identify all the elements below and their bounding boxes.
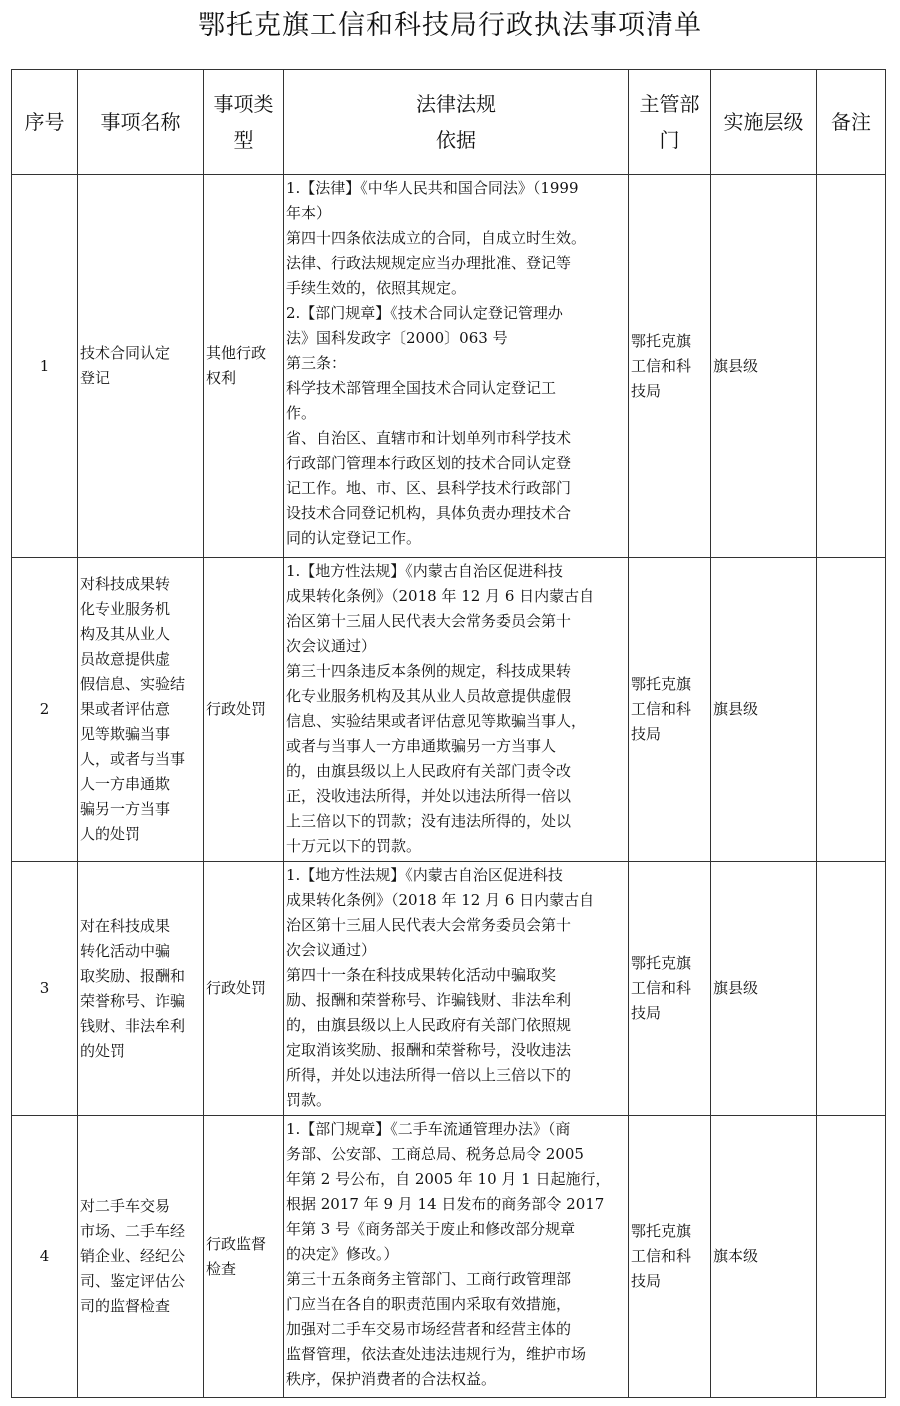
cell-note (817, 1116, 886, 1398)
table-row (12, 1116, 886, 1398)
header-type (204, 70, 284, 175)
cell-item-type (204, 558, 284, 862)
cell-item-name (78, 175, 204, 558)
cell-department (629, 1116, 711, 1398)
cell-legal-basis-line: 1.【部门规章】《二手车流通管理办法》（商 (286, 1120, 571, 1138)
table-row (12, 558, 886, 862)
header-note: 备注 (817, 70, 886, 175)
header-row (12, 70, 886, 175)
cell-legal-basis-line: 同的认定登记工作。 (286, 529, 422, 547)
cell-legal-basis-line: 门应当在各自的职责范围内采取有效措施， (286, 1295, 572, 1313)
cell-item-name-line: 化专业服务机 (80, 600, 171, 618)
cell-department-line: 工信和科 (631, 1247, 692, 1265)
cell-item-type-line: 行政监督 (206, 1234, 267, 1253)
cell-legal-basis-line: 1.【地方性法规】《内蒙古自治区促进科技 (286, 866, 563, 884)
header-dept-line-2: 门 (659, 128, 680, 152)
cell-legal-basis-line: 1.【法律】《中华人民共和国合同法》（1999 (286, 179, 579, 197)
table-row (12, 175, 886, 558)
cell-legal-basis-line: 年第 3 号《商务部关于废止和修改部分规章 (286, 1220, 576, 1238)
cell-legal-basis-line: 上三倍以下的罚款；没有违法所得的，处以 (286, 812, 572, 830)
cell-item-type-line: 检查 (206, 1259, 237, 1278)
cell-item-name-line: 司、鉴定评估公 (80, 1272, 186, 1290)
cell-item-type (204, 175, 284, 558)
cell-item-name-line: 钱财、非法牟利 (80, 1016, 186, 1035)
cell-legal-basis-line: 年本） (286, 204, 332, 222)
cell-item-name-line: 登记 (80, 369, 111, 387)
cell-department-line: 鄂托克旗 (631, 675, 692, 693)
header-law-line-1: 法律法规 (416, 92, 496, 116)
header-law-line-2: 依据 (436, 128, 476, 152)
cell-department-line: 工信和科 (631, 979, 692, 997)
cell-item-type-line: 权利 (206, 369, 237, 387)
cell-item-name-line: 的处罚 (80, 1041, 126, 1060)
cell-legal-basis-line: 行政部门管理本行政区划的技术合同认定登 (286, 454, 572, 472)
cell-department (629, 558, 711, 862)
cell-legal-basis-line: 年第 2 号公布，自 2005 年 10 月 1 日起施行， (286, 1170, 611, 1188)
cell-legal-basis-line: 所得，并处以违法所得一倍以上三倍以下的 (286, 1066, 572, 1084)
cell-department-line: 技局 (631, 1272, 662, 1290)
header-dept-line-1: 主管部 (639, 92, 700, 116)
cell-legal-basis-line: 记工作。地、市、区、县科学技术行政部门 (286, 479, 572, 497)
cell-department-line: 工信和科 (631, 356, 692, 375)
cell-legal-basis-line: 手续生效的，依照其规定。 (286, 279, 467, 297)
cell-legal-basis-line: 第三条： (286, 354, 347, 372)
cell-note (817, 862, 886, 1116)
cell-legal-basis-line: 定取消该奖励、报酬和荣誉称号，没收违法 (286, 1041, 572, 1059)
header-level: 实施层级 (711, 70, 817, 175)
cell-department-line: 鄂托克旗 (631, 1222, 692, 1240)
cell-level: 旗县级 (711, 862, 817, 1116)
cell-department-line: 工信和科 (631, 700, 692, 718)
cell-item-name-line: 人，或者与当事 (80, 750, 186, 768)
cell-item-name-line: 销企业、经纪公 (80, 1247, 186, 1265)
cell-legal-basis-line: 次会议通过） (286, 941, 377, 959)
cell-legal-basis-line: 十万元以下的罚款。 (286, 837, 422, 855)
cell-legal-basis-line: 第四十一条在科技成果转化活动中骗取奖 (286, 966, 557, 984)
cell-seq: 1 (12, 175, 78, 558)
cell-legal-basis (284, 1116, 629, 1398)
cell-item-name-line: 假信息、实验结 (80, 675, 186, 693)
cell-item-name-line: 见等欺骗当事 (80, 725, 171, 743)
cell-legal-basis-line: 的决定》修改。） (286, 1245, 399, 1263)
cell-item-name-line: 人的处罚 (80, 825, 141, 843)
cell-item-name-line: 技术合同认定 (80, 344, 171, 362)
header-type-line-2: 型 (233, 128, 254, 152)
cell-department-line: 技局 (631, 1004, 662, 1022)
cell-item-name-line: 司的监督检查 (80, 1297, 171, 1315)
cell-item-name-line: 对科技成果转 (80, 575, 171, 593)
cell-legal-basis-line: 或者与当事人一方串通欺骗另一方当事人 (286, 737, 557, 755)
cell-department-line: 鄂托克旗 (631, 954, 692, 972)
cell-item-type-line: 其他行政 (206, 344, 267, 362)
cell-legal-basis-line: 的，由旗县级以上人民政府有关部门责令改 (286, 762, 572, 780)
cell-item-name-line: 果或者评估意 (80, 700, 171, 718)
cell-item-name-line: 取奖励、报酬和 (80, 966, 186, 985)
table-row (12, 862, 886, 1116)
enforcement-items-table (11, 69, 886, 1398)
cell-legal-basis-line: 第四十四条依法成立的合同，自成立时生效。 (286, 229, 587, 247)
cell-legal-basis-line: 务部、公安部、工商总局、税务总局令 2005 (286, 1145, 584, 1163)
cell-department-line: 技局 (631, 725, 662, 743)
cell-legal-basis-line: 科学技术部管理全国技术合同认定登记工 (286, 379, 557, 397)
cell-legal-basis-line: 次会议通过） (286, 637, 377, 655)
cell-level: 旗县级 (711, 175, 817, 558)
cell-department (629, 175, 711, 558)
cell-note (817, 175, 886, 558)
header-name: 事项名称 (78, 70, 204, 175)
cell-legal-basis-line: 罚款。 (286, 1091, 332, 1109)
cell-legal-basis-line: 治区第十三届人民代表大会常务委员会第十 (286, 916, 572, 934)
cell-department-line: 技局 (631, 381, 662, 400)
cell-legal-basis-line: 2.【部门规章】《技术合同认定登记管理办 (286, 304, 563, 322)
cell-item-type (204, 862, 284, 1116)
cell-item-name-line: 员故意提供虚 (80, 650, 171, 668)
cell-legal-basis-line: 秩序，保护消费者的合法权益。 (286, 1370, 497, 1388)
cell-legal-basis-line: 1.【地方性法规】《内蒙古自治区促进科技 (286, 562, 563, 580)
cell-legal-basis-line: 信息、实验结果或者评估意见等欺骗当事人， (286, 712, 587, 730)
table-body (12, 175, 886, 1398)
cell-legal-basis-line: 第三十四条违反本条例的规定，科技成果转 (286, 662, 572, 680)
cell-item-name (78, 558, 204, 862)
cell-note (817, 558, 886, 862)
cell-legal-basis-line: 励、报酬和荣誉称号、诈骗钱财、非法牟利 (286, 991, 572, 1009)
cell-item-type (204, 1116, 284, 1398)
cell-level: 旗县级 (711, 558, 817, 862)
header-dept (629, 70, 711, 175)
cell-legal-basis-line: 法》国科发政字〔2000〕063 号 (286, 329, 508, 347)
cell-item-name-line: 对在科技成果 (80, 916, 171, 935)
cell-legal-basis-line: 化专业服务机构及其从业人员故意提供虚假 (286, 687, 572, 705)
cell-item-name-line: 市场、二手车经 (80, 1222, 186, 1240)
cell-item-type-line: 行政处罚 (206, 979, 267, 997)
cell-department (629, 862, 711, 1116)
cell-level: 旗本级 (711, 1116, 817, 1398)
cell-legal-basis-line: 加强对二手车交易市场经营者和经营主体的 (286, 1320, 572, 1338)
cell-item-name-line: 构及其从业人 (80, 625, 171, 643)
cell-legal-basis-line: 的，由旗县级以上人民政府有关部门依照规 (286, 1016, 572, 1034)
cell-item-name-line: 对二手车交易 (80, 1197, 171, 1215)
cell-item-name-line: 荣誉称号、诈骗 (80, 991, 186, 1010)
header-type-line-1: 事项类 (213, 92, 274, 116)
cell-item-name-line: 转化活动中骗 (80, 941, 171, 960)
cell-legal-basis-line: 省、自治区、直辖市和计划单列市科学技术 (286, 429, 572, 447)
cell-seq: 3 (12, 862, 78, 1116)
cell-department-line: 鄂托克旗 (631, 331, 692, 350)
header-law (284, 70, 629, 175)
cell-legal-basis-line: 根据 2017 年 9 月 14 日发布的商务部令 2017 (286, 1195, 605, 1213)
cell-seq: 2 (12, 558, 78, 862)
cell-legal-basis-line: 成果转化条例》（2018 年 12 月 6 日内蒙古自 (286, 891, 595, 909)
cell-item-name (78, 1116, 204, 1398)
cell-item-name (78, 862, 204, 1116)
cell-item-type-line: 行政处罚 (206, 700, 267, 718)
cell-item-name-line: 骗另一方当事 (80, 800, 171, 818)
page-title: 鄂托克旗工信和科技局行政执法事项清单 (198, 10, 702, 41)
cell-legal-basis (284, 175, 629, 558)
cell-legal-basis-line: 法律、行政法规规定应当办理批准、登记等 (286, 254, 572, 272)
cell-legal-basis-line: 设技术合同登记机构，具体负责办理技术合 (286, 504, 572, 522)
header-seq: 序号 (12, 70, 78, 175)
cell-legal-basis-line: 治区第十三届人民代表大会常务委员会第十 (286, 612, 572, 630)
cell-legal-basis-line: 正，没收违法所得，并处以违法所得一倍以 (286, 787, 572, 805)
cell-legal-basis (284, 558, 629, 862)
cell-legal-basis-line: 第三十五条商务主管部门、工商行政管理部 (286, 1270, 572, 1288)
cell-item-name-line: 人一方串通欺 (80, 775, 171, 793)
cell-legal-basis (284, 862, 629, 1116)
cell-legal-basis-line: 作。 (286, 404, 317, 422)
cell-legal-basis-line: 监督管理，依法查处违法违规行为，维护市场 (286, 1345, 587, 1363)
cell-seq: 4 (12, 1116, 78, 1398)
cell-legal-basis-line: 成果转化条例》（2018 年 12 月 6 日内蒙古自 (286, 587, 595, 605)
